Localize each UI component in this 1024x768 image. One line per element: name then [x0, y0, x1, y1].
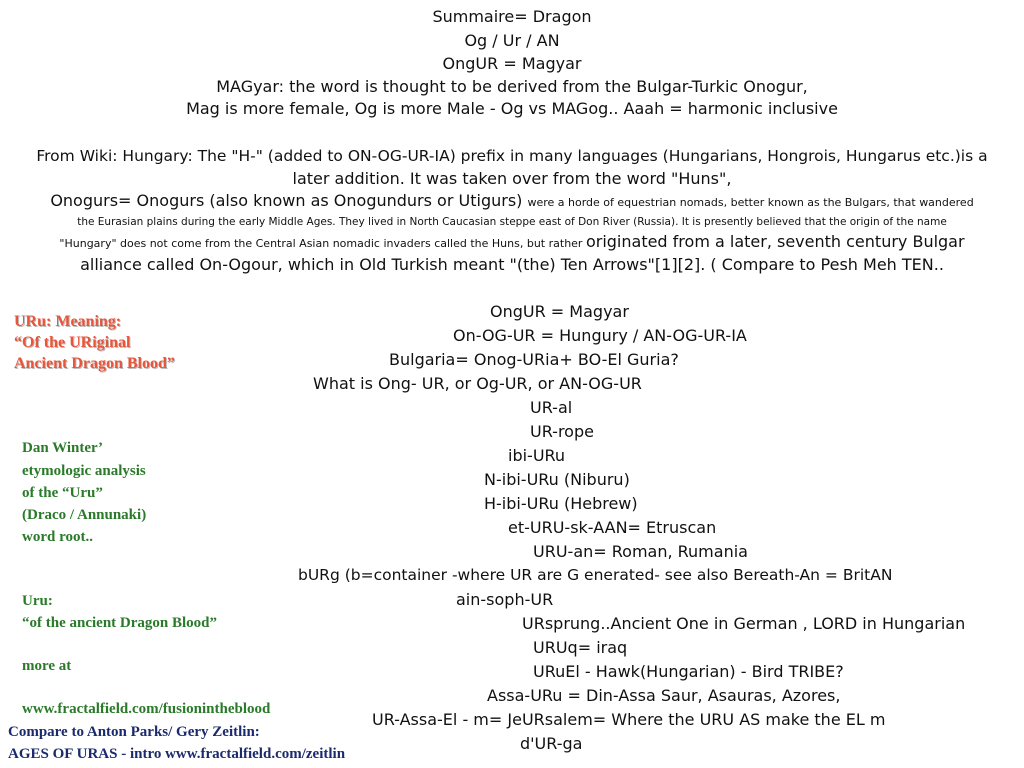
etym-line-9: H-ibi-URu (Hebrew) — [484, 494, 638, 513]
sidebar-green-line-5: word root.. — [22, 529, 93, 545]
etym-line-13: ain-soph-UR — [456, 590, 554, 609]
wiki-line-3 — [0, 192, 1024, 210]
sidebar-green-line-4: (Draco / Annunaki) — [22, 507, 147, 523]
etym-line-17: Assa-URu = Din-Assa Saur, Asauras, Azores, — [487, 686, 841, 705]
wiki-line-5-small: "Hungary" does not come from the Central Asian nomadic invaders called the Huns, but rather — [59, 237, 586, 250]
header-line-5: Mag is more female, Og is more Male - Og vs MAGog.. Aaah = harmonic inclusive — [186, 99, 838, 118]
sidebar-red-line-2: “Of the URiginal — [14, 334, 131, 351]
etym-line-4: What is Ong- UR, or Og-UR, or AN-OG-UR — [313, 374, 642, 393]
etym-line-3: Bulgaria= Onog-URia+ BO-El Guria? — [389, 350, 679, 369]
header-line-4: MAGyar: the word is thought to be derived from the Bulgar-Turkic Onogur, — [216, 77, 808, 96]
sidebar-green-line-2: etymologic analysis — [22, 463, 146, 479]
wiki-line-3-small: were a horde of equestrian nomads, better known as the Bulgars, that wandered — [527, 196, 974, 209]
header-line-2: Og / Ur / AN — [464, 31, 560, 50]
etym-line-19: d'UR-ga — [520, 734, 583, 753]
etym-line-12: bURg (b=container -where UR are G enerated- see also Bereath-An = BritAN — [298, 566, 893, 584]
etym-line-15: URUq= iraq — [533, 638, 628, 657]
etym-line-11: URU-an= Roman, Rumania — [533, 542, 748, 561]
etym-line-7: ibi-URu — [508, 446, 566, 465]
sidebar-green-line-1: Dan Winter’ — [22, 440, 103, 456]
wiki-line-1: From Wiki: Hungary: The "H-" (added to ON-OG-UR-IA) prefix in many languages (Hungarians, Hongrois, Hungarus etc.)is a — [36, 147, 988, 165]
sidebar-green-line-7: “of the ancient Dragon Blood” — [22, 615, 217, 631]
header-line-3: OngUR = Magyar — [442, 54, 582, 73]
wiki-line-4: the Eurasian plains during the early Middle Ages. They lived in North Caucasian steppe east of Don River (Russia). It is presently believed that the origin of the name — [77, 216, 947, 228]
sidebar-green-line-8: more at — [22, 658, 72, 674]
sidebar-red-line-1: URu: Meaning: — [14, 313, 122, 330]
wiki-line-6: alliance called On-Ogour, which in Old Turkish meant "(the) Ten Arrows"[1][2]. ( Compare to Pesh Meh TEN.. — [80, 255, 944, 274]
etym-line-16: URuEl - Hawk(Hungarian) - Bird TRIBE? — [533, 662, 844, 681]
fusion-link[interactable]: www.fractalfield.com/fusionintheblood — [22, 701, 271, 717]
header-line-1: Summaire= Dragon — [432, 7, 592, 26]
sidebar-red-line-3: Ancient Dragon Blood” — [14, 355, 175, 372]
wiki-line-5-large: originated from a later, seventh century Bulgar — [585, 232, 965, 251]
wiki-line-2: later addition. It was taken over from the word "Huns", — [292, 169, 732, 188]
sidebar-green-line-3: of the “Uru” — [22, 485, 103, 501]
sidebar-green-line-6: Uru: — [22, 593, 53, 609]
etym-line-10: et-URU-sk-AAN= Etruscan — [508, 518, 717, 537]
etym-line-1: OngUR = Magyar — [490, 302, 629, 321]
etym-line-5: UR-al — [530, 398, 573, 417]
etym-line-8: N-ibi-URu (Niburu) — [484, 470, 630, 489]
wiki-line-5 — [0, 233, 1024, 251]
etym-line-6: UR-rope — [530, 422, 594, 441]
sidebar-navy-line-1: Compare to Anton Parks/ Gery Zeitlin: — [8, 724, 260, 740]
etym-line-18: UR-Assa-El - m= JeURsalem= Where the URU AS make the EL m — [372, 710, 886, 729]
wiki-line-3-large: Onogurs= Onogurs (also known as Onogundurs or Utigurs) — [50, 191, 528, 210]
etym-line-14: URsprung..Ancient One in German , LORD in Hungarian — [522, 614, 966, 633]
etym-line-2: On-OG-UR = Hungury / AN-OG-UR-IA — [453, 326, 747, 345]
zeitlin-link[interactable]: AGES OF URAS - intro www.fractalfield.com/zeitlin — [8, 746, 346, 762]
